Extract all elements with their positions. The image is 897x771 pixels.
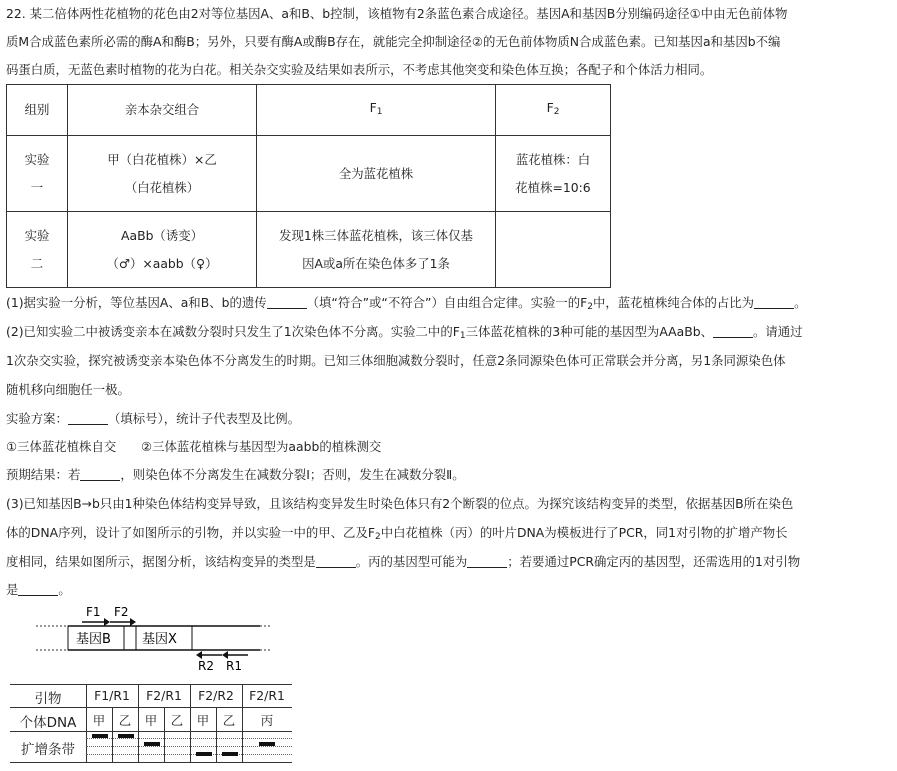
band-yi-f2r2: [222, 752, 238, 756]
q3-line-1: (3)已知基因B→b只由1种染色体结构变异导致，且该结构变异发生时染色体只有2个断裂的位点。为探究该结构变异的类型，依据基因B所在染色: [6, 496, 794, 511]
q3-blank-2[interactable]: [467, 555, 507, 568]
q2-blank-3[interactable]: [80, 468, 120, 481]
band-bing-f2r1: [259, 742, 275, 746]
row1-parents: 甲（白花植株）×乙 （白花植株）: [68, 136, 257, 212]
row2-f2: [496, 212, 611, 288]
band-yi-f1r1: [118, 734, 134, 738]
q3-line-4: 是 。: [6, 582, 71, 597]
intro-line-2: 质M合成蓝色素所必需的酶A和酶B；另外，只要有酶A或酶B存在，就能完全抑制途径②的无色前体物质N合成蓝色素。已知基因a和基因b不编: [6, 34, 781, 49]
q3-line-2: 体的DNA序列，设计了如图所示的引物，并以实验一中的甲、乙及$F_2$中白花植株（丙）的叶片DNA为模板进行了PCR，同1对引物的扩增产物长: [6, 525, 788, 542]
q2-line-4: 实验方案： （填标号），统计子代表型及比例。: [6, 411, 301, 426]
primer-f1-label: F1: [86, 605, 101, 619]
q3-blank-1[interactable]: [316, 555, 356, 568]
q1-blank-2[interactable]: [754, 296, 794, 309]
band-jia-f1r1: [92, 734, 108, 738]
pcr-dna-jia-3: 甲: [196, 713, 210, 728]
pcr-header-primer: 引物: [34, 691, 62, 707]
row2-f1: 发现1株三体蓝花植株，该三体仅基 因A或a所在染色体多了1条: [257, 212, 496, 288]
q3-line-3: 度相同，结果如图所示，据图分析，该结构变异的类型是 。丙的基因型可能为 ；若要通过PCR确定丙的基因型，还需选用的1对引物: [6, 554, 801, 569]
row1-f2: 蓝花植株：白 花植株=10:6: [496, 136, 611, 212]
gene-x-label: 基因X: [142, 632, 177, 647]
pcr-dna-jia-1: 甲: [92, 713, 106, 728]
q2-line-6: 预期结果：若 ，则染色体不分离发生在减数分裂Ⅰ；否则，发生在减数分裂Ⅱ。: [6, 467, 465, 482]
experiment-table: [6, 84, 611, 288]
header-f2: $F_2$: [496, 85, 611, 136]
row2-group: 实验 二: [7, 212, 68, 288]
row1-group: 实验 一: [7, 136, 68, 212]
q2-blank-1[interactable]: [713, 325, 753, 338]
pcr-row-band-label: 扩增条带: [21, 742, 75, 758]
gene-b-label: 基因B: [76, 632, 111, 647]
header-parents: 亲本杂交组合: [68, 85, 257, 136]
q2-line-5: ①三体蓝花植株自交 ②三体蓝花植株与基因型为aabb的植株测交: [6, 439, 382, 454]
row1-f1: 全为蓝花植株: [257, 136, 496, 212]
pcr-dna-yi-3: 乙: [222, 713, 236, 728]
primer-r2-label: R2: [198, 659, 214, 673]
pcr-table: [10, 684, 292, 766]
q2-blank-2[interactable]: [68, 412, 108, 425]
q1-blank-1[interactable]: [267, 296, 307, 309]
row2-parents: AaBb（诱变） （♂）×aabb（♀）: [68, 212, 257, 288]
q2-line-1: (2)已知实验二中被诱变亲本在减数分裂时只发生了1次染色体不分离。实验二中的$F_1$三体蓝花植株的3种可能的基因型为AAaBb、 。请通过: [6, 324, 803, 341]
q2-line-2: 1次杂交实验，探究被诱变亲本染色体不分离发生的时期。已知三体细胞减数分裂时，任意2条同源染色体可正常联会并分离，另1条同源染色体: [6, 353, 786, 368]
pcr-header-f2r1: F2/R1: [146, 688, 182, 703]
header-group: 组别: [7, 85, 68, 136]
pcr-dna-yi-1: 乙: [118, 713, 132, 728]
band-jia-f2r1: [144, 742, 160, 746]
intro-line-1: 22. 某二倍体两性花植物的花色由2对等位基因A、a和B、b控制，该植物有2条蓝色素合成途径。基因A和基因B分别编码途径①中由无色前体物: [6, 6, 788, 21]
q1-line: (1)据实验一分析，等位基因A、a和B、b的遗传 （填“符合”或“不符合”）自由组合定律。实验一的$F_2$中，蓝花植株纯合体的占比为 。: [6, 295, 807, 312]
pcr-dna-bing: 丙: [260, 713, 274, 728]
header-f1: $F_1$: [257, 85, 496, 136]
pcr-header-f2r1-b: F2/R1: [249, 688, 285, 703]
q2-line-3: 随机移向细胞任一极。: [6, 382, 130, 397]
primer-r1-label: R1: [226, 659, 242, 673]
pcr-dna-jia-2: 甲: [144, 713, 158, 728]
q3-blank-3[interactable]: [18, 583, 58, 596]
pcr-header-f1r1: F1/R1: [94, 688, 130, 703]
pcr-dna-yi-2: 乙: [170, 713, 184, 728]
intro-line-3: 码蛋白质，无蓝色素时植物的花为白花。相关杂交实验及结果如表所示，不考虑其他突变和染色体互换；各配子和个体活力相同。: [6, 62, 713, 77]
primer-f2-label: F2: [114, 605, 129, 619]
pcr-header-f2r2: F2/R2: [198, 688, 234, 703]
primer-diagram: [30, 602, 280, 674]
pcr-row-dna-label: 个体DNA: [19, 715, 77, 731]
band-jia-f2r2: [196, 752, 212, 756]
